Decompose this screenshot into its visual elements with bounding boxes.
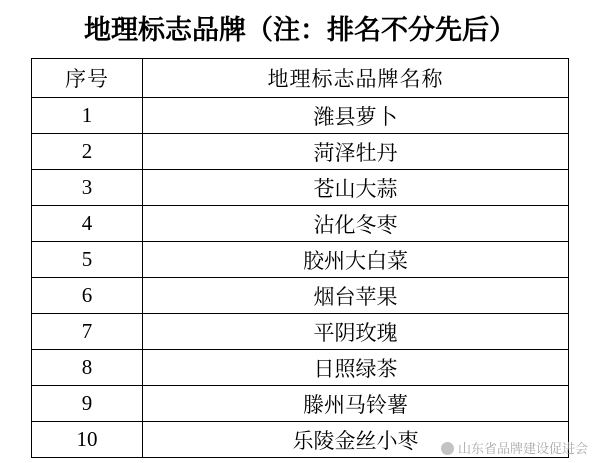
table-row: [32, 206, 569, 242]
row-index: 4: [32, 206, 143, 242]
row-index: 9: [32, 386, 143, 422]
row-index: 1: [32, 98, 143, 134]
row-brand-name: 胶州大白菜: [143, 242, 569, 278]
row-index: 2: [32, 134, 143, 170]
table-row: [32, 278, 569, 314]
table-header-index: 序号: [32, 59, 143, 98]
page-title: 地理标志品牌（注：排名不分先后）: [84, 15, 516, 45]
row-brand-name: 潍县萝卜: [143, 98, 569, 134]
row-index: 6: [32, 278, 143, 314]
row-brand-name: 平阴玫瑰: [143, 314, 569, 350]
row-brand-name: 烟台苹果: [143, 278, 569, 314]
row-brand-name: 菏泽牡丹: [143, 134, 569, 170]
row-index: 3: [32, 170, 143, 206]
row-index: 7: [32, 314, 143, 350]
table-row: [32, 386, 569, 422]
row-brand-name: 滕州马铃薯: [143, 386, 569, 422]
row-index: 8: [32, 350, 143, 386]
geographic-indication-brand-table: [31, 58, 569, 458]
table-row: [32, 350, 569, 386]
row-brand-name: 日照绿茶: [143, 350, 569, 386]
row-brand-name: 乐陵金丝小枣: [143, 422, 569, 458]
table-row: [32, 134, 569, 170]
row-index: 10: [32, 422, 143, 458]
table-header-row: [32, 59, 569, 98]
row-brand-name: 沾化冬枣: [143, 206, 569, 242]
table-row: [32, 242, 569, 278]
table-row: [32, 422, 569, 458]
table-row: [32, 170, 569, 206]
table-row: [32, 98, 569, 134]
row-brand-name: 苍山大蒜: [143, 170, 569, 206]
table-row: [32, 314, 569, 350]
watermark-text: 山东省品牌建设促进会: [457, 441, 588, 456]
table-header-brand-name: 地理标志品牌名称: [143, 59, 569, 98]
row-index: 5: [32, 242, 143, 278]
